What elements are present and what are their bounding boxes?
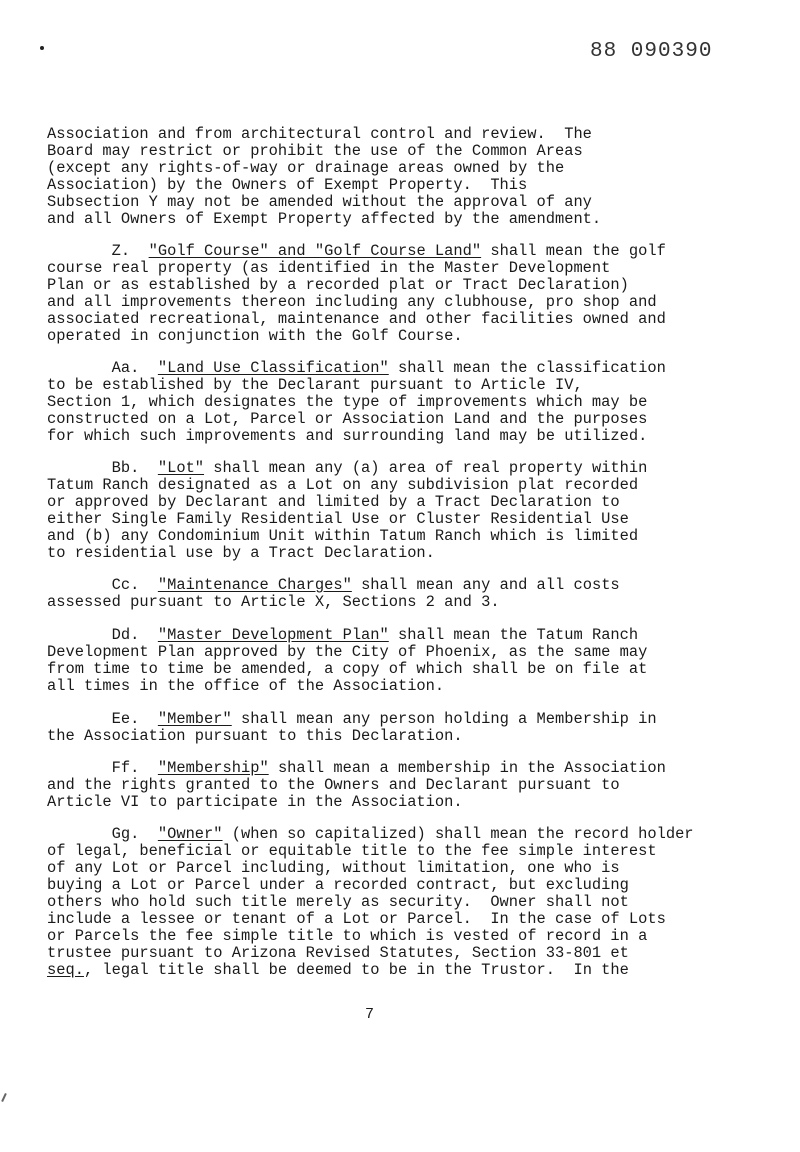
text-line: of legal, beneficial or equitable title to the fee simple interest [47,842,657,860]
text-line: trustee pursuant to Arizona Revised Statutes, Section 33-801 et [47,944,629,962]
text-line: all times in the office of the Association. [47,677,445,695]
defined-term: "Owner" [157,825,223,843]
definition-first-line [47,711,657,727]
text-line: Plan or as established by a recorded plat or Tract Declaration) [47,276,629,294]
text-line: either Single Family Residential Use or Cluster Residential Use [47,510,629,528]
definition-first-line [47,826,694,842]
text-line: course real property (as identified in the Master Development [47,259,611,277]
document-number: 88 090390 [590,40,713,63]
page-number: 7 [365,1006,375,1023]
definition-text: shall mean any and all costs [351,576,620,594]
text-line-rest: , legal title shall be deemed to be in the Trustor. In the [83,961,629,979]
text-line: or Parcels the fee simple title to which is vested of record in a [47,927,648,945]
text-line: Development Plan approved by the City of Phoenix, as the same may [47,643,648,661]
text-line: and all Owners of Exempt Property affected by the amendment. [47,210,602,228]
definition-first-line [47,577,620,593]
text-line: others who hold such title merely as security. Owner shall not [47,893,629,911]
defined-term: "Golf Course" and "Golf Course Land" [148,242,482,260]
text-line: Tatum Ranch designated as a Lot on any subdivision plat recorded [47,476,639,494]
text-line: operated in conjunction with the Golf Course. [47,327,463,345]
definition-first-line [47,360,666,376]
text-line: Association) by the Owners of Exempt Property. This [47,176,528,194]
defined-term: "Land Use Classification" [157,359,389,377]
text-line: of any Lot or Parcel including, without limitation, one who is [47,859,620,877]
definition-text: shall mean any person holding a Membership in [231,710,657,728]
defined-term: "Master Development Plan" [157,626,389,644]
text-line: (except any rights-of-way or drainage areas owned by the [47,159,565,177]
definition-label: Gg. [111,825,140,843]
definition-text: shall mean the Tatum Ranch [388,626,639,644]
text-line: from time to time be amended, a copy of which shall be on file at [47,660,648,678]
defined-term: "Lot" [157,459,205,477]
scan-speck [40,46,44,50]
text-line: Article VI to participate in the Association. [47,793,463,811]
definition-first-line [47,243,666,259]
text-line: the Association pursuant to this Declaration. [47,727,463,745]
text-line: constructed on a Lot, Parcel or Association Land and the purposes [47,410,648,428]
definition-text: (when so capitalized) shall mean the record holder [222,825,694,843]
definition-label: Ff. [111,759,140,777]
definition-first-line [47,460,647,476]
text-line: Subsection Y may not be amended without the approval of any [47,193,592,211]
defined-term: "Maintenance Charges" [157,576,352,594]
text-line: and (b) any Condominium Unit within Tatum Ranch which is limited [47,527,639,545]
definition-text: shall mean the classification [388,359,666,377]
text-line: and all improvements thereon including any clubhouse, pro shop and [47,293,657,311]
text-line: to be established by the Declarant pursuant to Article IV, [47,376,583,394]
definition-label: Bb. [111,459,140,477]
text-line: or approved by Declarant and limited by a Tract Declaration to [47,493,620,511]
text-line: Section 1, which designates the type of improvements which may be [47,393,648,411]
defined-term: "Member" [157,710,232,728]
text-line: for which such improvements and surrounding land may be utilized. [47,427,648,445]
definition-first-line [47,760,666,776]
latin-term: seq. [47,961,84,979]
scan-mark [1,1093,7,1102]
definition-label: Dd. [111,626,140,644]
text-line: include a lessee or tenant of a Lot or Parcel. In the case of Lots [47,910,666,928]
definition-label: Ee. [111,710,140,728]
definition-first-line [47,627,638,643]
defined-term: "Membership" [157,759,269,777]
text-line: Association and from architectural control and review. The [47,125,592,143]
text-line: assessed pursuant to Article X, Sections 2 and 3. [47,593,500,611]
text-line: Board may restrict or prohibit the use of the Common Areas [47,142,583,160]
text-line: buying a Lot or Parcel under a recorded contract, but excluding [47,876,629,894]
text-line: to residential use by a Tract Declaration. [47,544,435,562]
text-line: associated recreational, maintenance and other facilities owned and [47,310,666,328]
definition-label: Z. [111,242,131,260]
definition-text: shall mean any (a) area of real property within [204,459,648,477]
text-line-last [47,962,629,978]
definition-label: Cc. [111,576,140,594]
text-line: and the rights granted to the Owners and Declarant pursuant to [47,776,620,794]
definition-text: shall mean a membership in the Association [268,759,666,777]
definition-text: shall mean the golf [481,242,666,260]
definition-label: Aa. [111,359,140,377]
